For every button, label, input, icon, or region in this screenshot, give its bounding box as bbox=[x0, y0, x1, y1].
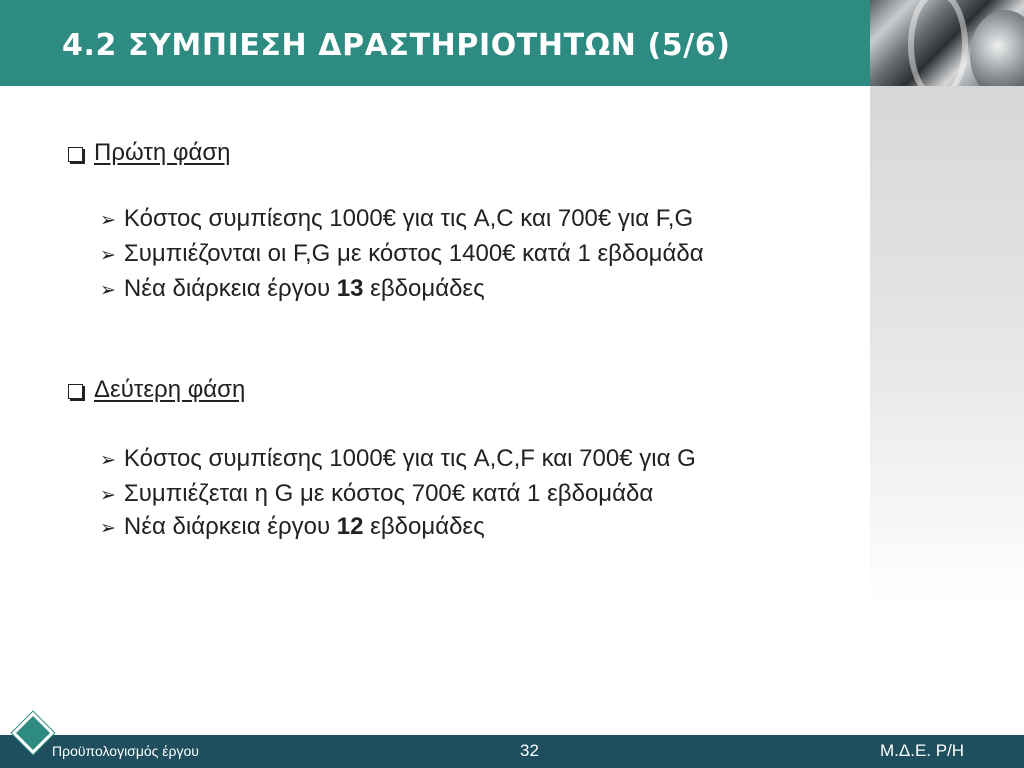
decorative-corner-image bbox=[870, 0, 1024, 86]
arrow-bullet-icon: ➢ bbox=[100, 485, 116, 506]
section-heading-second-phase: Δεύτερη φάση bbox=[68, 376, 245, 404]
page-number: 32 bbox=[520, 741, 539, 760]
checkbox-bullet-icon bbox=[68, 384, 83, 399]
section-heading-first-phase: Πρώτη φάση bbox=[68, 139, 230, 167]
side-gradient-panel bbox=[870, 86, 1024, 606]
arrow-bullet-icon: ➢ bbox=[100, 280, 116, 301]
arrow-bullet-icon: ➢ bbox=[100, 210, 116, 231]
bullet-item: ➢ Νέα διάρκεια έργου 13 εβδομάδες bbox=[100, 275, 485, 302]
duration-value: 13 bbox=[336, 275, 364, 302]
arrow-bullet-icon: ➢ bbox=[100, 450, 116, 471]
footer-course-title: Προϋπολογισμός έργου bbox=[52, 743, 199, 759]
footer-department: Μ.Δ.Ε. Ρ/Η bbox=[880, 741, 965, 760]
slide-title: 4.2 ΣΥΜΠΙΕΣΗ ΔΡΑΣΤΗΡΙΟΤΗΤΩΝ (5/6) bbox=[62, 28, 731, 63]
duration-value: 12 bbox=[336, 513, 364, 540]
bullet-item: ➢ Συμπιέζονται οι F,G με κόστος 1400€ κατά 1 εβδομάδα bbox=[100, 240, 704, 267]
arrow-bullet-icon: ➢ bbox=[100, 518, 116, 539]
checkbox-bullet-icon bbox=[68, 147, 83, 162]
bullet-item: ➢ Κόστος συμπίεσης 1000€ για τις A,C,F και 700€ για G bbox=[100, 445, 696, 472]
arrow-bullet-icon: ➢ bbox=[100, 245, 116, 266]
bullet-item: ➢ Συμπιέζεται η G με κόστος 700€ κατά 1 εβδομάδα bbox=[100, 480, 654, 507]
bullet-item: ➢ Νέα διάρκεια έργου 12 εβδομάδες bbox=[100, 513, 485, 540]
bullet-item: ➢ Κόστος συμπίεσης 1000€ για τις A,C και 700€ για F,G bbox=[100, 205, 694, 232]
